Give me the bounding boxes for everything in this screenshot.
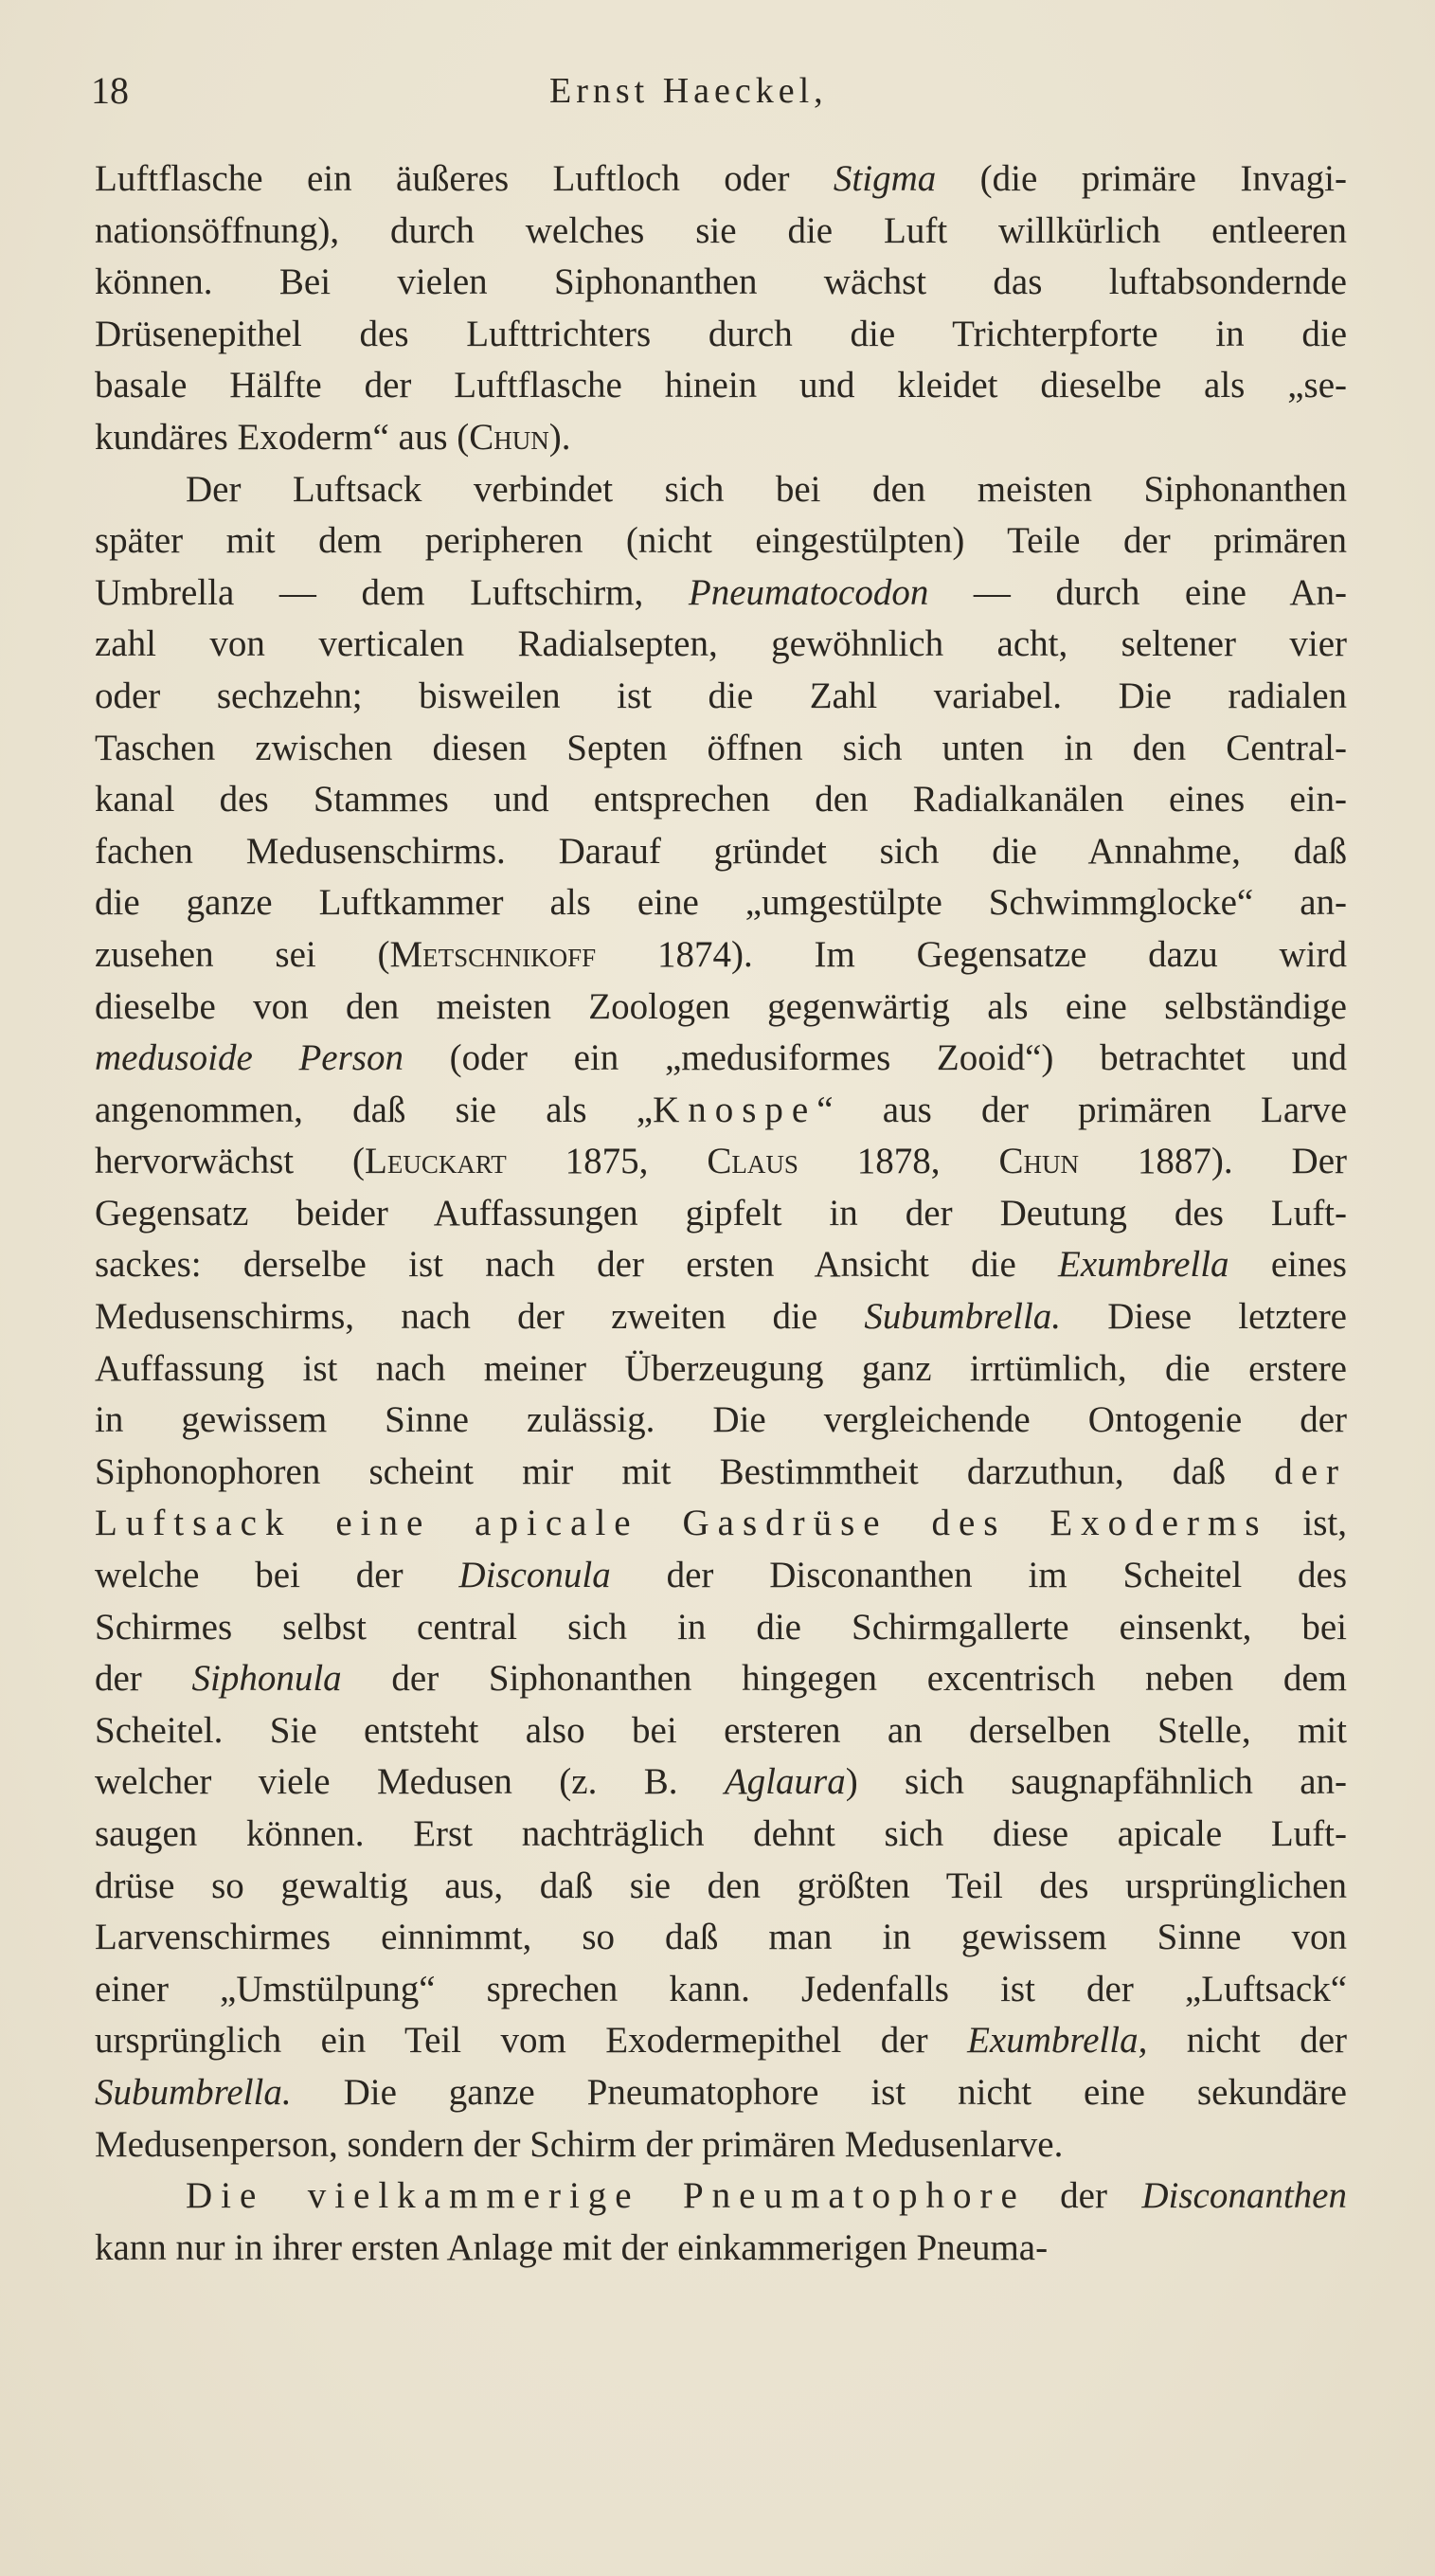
text-line: [95, 1912, 1347, 1964]
text-run: Scheitel. Sie entsteht also bei ersteren an derselben Stelle, mit: [95, 1709, 1347, 1751]
text-line: [95, 723, 1347, 775]
text-run: ).: [548, 416, 571, 458]
text-run: ursprünglich ein Teil vom Exodermepithel der: [95, 2020, 968, 2062]
page-number: 18: [91, 69, 129, 112]
text-line: [95, 929, 1347, 982]
text-run: drüse so gewaltig aus, daß sie den größten Teil des ursprünglichen: [95, 1864, 1347, 1906]
text-run: Larvenschirmes einnimmt, so daß man in gewissem Sinne von: [95, 1917, 1347, 1958]
text-run: Stigma: [833, 158, 937, 199]
text-run: Schirmes selbst central sich in die Schirmgallerte einsenkt, bei: [95, 1606, 1347, 1648]
text-run: (oder ein „medusiformes Zooid“) betrachtet und: [403, 1037, 1347, 1079]
text-run: einer „Umstülpung“ sprechen kann. Jedenfalls ist der „Luftsack“: [95, 1968, 1347, 2009]
text-run: Auffassung ist nach meiner Überzeugung ganz irrtümlich, die erstere: [95, 1347, 1347, 1389]
text-run: Chun: [469, 416, 549, 458]
text-run: später mit dem peripheren (nicht eingestülpten) Teile der primären: [95, 520, 1347, 562]
body-text: [95, 153, 1347, 2274]
text-run: medusoide Person: [95, 1037, 404, 1079]
text-run: Medusenschirms, nach der zweiten die: [95, 1296, 865, 1338]
text-line: [95, 206, 1347, 258]
text-run: Aglaura: [724, 1761, 846, 1803]
text-run: Claus: [707, 1141, 798, 1182]
text-line: [95, 1239, 1347, 1291]
text-run: Disconula: [458, 1555, 611, 1596]
text-line: [95, 464, 1347, 516]
text-line: [95, 1447, 1347, 1499]
text-line: [95, 2015, 1347, 2067]
text-run: Chun: [998, 1141, 1079, 1182]
text-run: ist,: [1267, 1503, 1347, 1544]
text-run: Luftflasche ein äußeres Luftloch oder: [95, 158, 834, 199]
text-line: [95, 257, 1347, 309]
text-run: Luftsack eine apicale Gasdrüse des Exoderms: [95, 1503, 1268, 1544]
text-run: oder sechzehn; bisweilen ist die Zahl variabel. Die radialen: [95, 675, 1347, 716]
text-line: [95, 774, 1347, 826]
text-run: angenommen, daß sie als „: [95, 1089, 654, 1130]
text-run: Subumbrella.: [864, 1296, 1062, 1338]
text-line: [95, 1809, 1347, 1861]
text-run: Exumbrella,: [967, 2020, 1148, 2062]
text-run: kann nur in ihrer ersten Anlage mit der einkammerigen Pneuma-: [95, 2226, 1049, 2268]
text-line: [95, 671, 1347, 723]
text-line: [95, 2067, 1347, 2119]
text-run: der: [1025, 2175, 1142, 2217]
text-line: [95, 1756, 1347, 1809]
text-line: [95, 1395, 1347, 1447]
text-line: [95, 309, 1347, 361]
text-run: dieselbe von den meisten Zoologen gegenwärtig als eine selbständige: [95, 985, 1347, 1027]
text-line: [95, 2171, 1347, 2223]
text-run: Taschen zwischen diesen Septen öffnen sich unten in den Central-: [95, 727, 1347, 768]
text-run: Die vielkammerige Pneumatophore: [186, 2175, 1026, 2217]
text-line: [95, 1291, 1347, 1343]
text-line: [95, 619, 1347, 671]
text-line: [95, 1861, 1347, 1913]
text-line: [95, 826, 1347, 878]
text-run: Drüsenepithel des Lufttrichters durch die Trichterpforte in die: [95, 313, 1347, 354]
text-run: 1887). Der: [1078, 1141, 1347, 1182]
text-run: zahl von verticalen Radialsepten, gewöhnlich acht, seltener vier: [95, 623, 1347, 665]
text-run: basale Hälfte der Luftflasche hinein und kleidet dieselbe als „se-: [95, 365, 1347, 406]
text-run: Disconanthen: [1141, 2175, 1347, 2217]
text-line: [95, 1705, 1347, 1757]
text-line: [95, 1343, 1347, 1396]
text-run: können. Bei vielen Siphonanthen wächst das luftabsondernde: [95, 261, 1347, 303]
text-line: [95, 2223, 1347, 2275]
text-line: [95, 1136, 1347, 1188]
text-run: “ aus der primären Larve: [816, 1089, 1347, 1130]
text-run: der Siphonanthen hingegen excentrisch neben dem: [341, 1658, 1347, 1700]
text-run: Der Luftsack verbindet sich bei den meisten Siphonanthen: [186, 468, 1347, 510]
text-run: hervorwächst (: [95, 1141, 365, 1182]
text-line: [95, 1653, 1347, 1705]
text-run: der Disconanthen im Scheitel des: [610, 1555, 1347, 1596]
text-run: 1875,: [506, 1141, 708, 1182]
text-run: zusehen sei (: [95, 933, 390, 975]
text-run: Umbrella — dem Luftschirm,: [95, 571, 689, 613]
page-header: [91, 63, 1351, 119]
text-line: [95, 153, 1347, 206]
text-run: der: [95, 1658, 192, 1700]
text-run: Die ganze Pneumatophore ist nicht eine sekundäre: [291, 2071, 1347, 2113]
text-line: [95, 360, 1347, 412]
text-run: Metschnikoff: [389, 933, 597, 975]
text-run: kanal des Stammes und entsprechen den Radialkanälen eines ein-: [95, 779, 1347, 820]
text-run: kundäres Exoderm“ aus (: [95, 416, 470, 458]
text-run: Siphonula: [191, 1658, 342, 1700]
text-run: Medusenperson, sondern der Schirm der primären Medusenlarve.: [95, 2123, 1064, 2165]
text-line: [95, 412, 1347, 464]
text-run: fachen Medusenschirms. Darauf gründet sich die Annahme, daß: [95, 830, 1347, 872]
text-run: in gewissem Sinne zulässig. Die vergleichende Ontogenie der: [95, 1399, 1347, 1441]
text-line: [95, 1964, 1347, 2016]
text-run: saugen können. Erst nachträglich dehnt sich diese apicale Luft-: [95, 1813, 1347, 1854]
text-line: [95, 1550, 1347, 1602]
text-run: nicht der: [1147, 2020, 1347, 2062]
text-line: [95, 1498, 1347, 1550]
text-line: [95, 2119, 1347, 2171]
text-run: der: [1274, 1450, 1347, 1492]
text-run: Siphonophoren scheint mir mit Bestimmtheit darzuthun, daß: [95, 1450, 1275, 1492]
text-line: [95, 515, 1347, 567]
text-run: welcher viele Medusen (z. B.: [95, 1761, 725, 1803]
text-line: [95, 1188, 1347, 1240]
text-run: — durch eine An-: [928, 571, 1347, 613]
text-line: [95, 877, 1347, 929]
text-line: [95, 567, 1347, 620]
text-run: (die primäre Invagi-: [936, 158, 1347, 199]
text-run: Leuckart: [365, 1141, 507, 1182]
text-run: Pneumatocodon: [688, 571, 929, 613]
text-run: ) sich saugnapfähnlich an-: [845, 1761, 1347, 1803]
text-line: [95, 1033, 1347, 1085]
text-run: 1878,: [798, 1141, 999, 1182]
text-run: Subumbrella.: [95, 2071, 292, 2113]
text-run: Exumbrella: [1058, 1244, 1229, 1286]
text-run: 1874). Im Gegensatze dazu wird: [596, 933, 1347, 975]
running-head: Ernst Haeckel,: [549, 71, 828, 111]
text-line: [95, 1602, 1347, 1654]
text-run: eines: [1229, 1244, 1347, 1286]
text-run: sackes: derselbe ist nach der ersten Ansicht die: [95, 1244, 1059, 1286]
text-run: welche bei der: [95, 1555, 459, 1596]
text-run: nationsöffnung), durch welches sie die Luft willkürlich entleeren: [95, 209, 1347, 251]
text-line: [95, 982, 1347, 1034]
text-run: die ganze Luftkammer als eine „umgestülpte Schwimmglocke“ an-: [95, 882, 1347, 924]
text-run: Knospe: [653, 1089, 817, 1130]
text-line: [95, 1085, 1347, 1137]
text-run: Gegensatz beider Auffassungen gipfelt in der Deutung des Luft-: [95, 1192, 1347, 1234]
text-run: Diese letztere: [1061, 1296, 1347, 1338]
